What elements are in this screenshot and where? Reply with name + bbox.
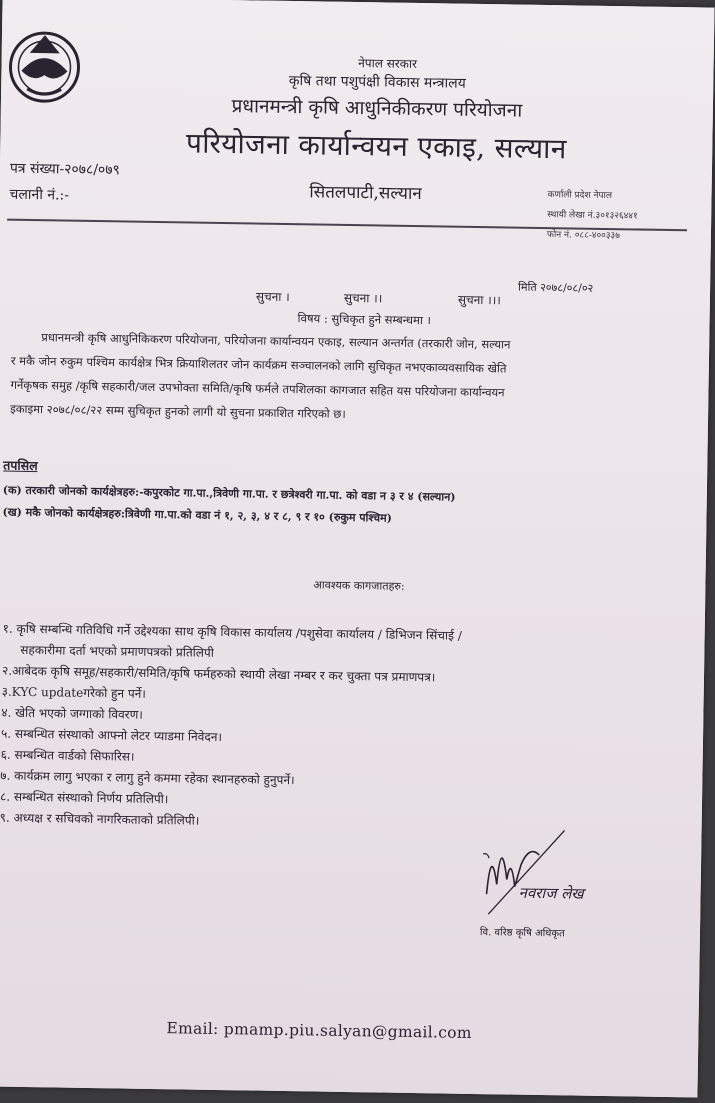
province-line: कर्णाली प्रदेश नेपाल [547, 190, 613, 202]
contact-email[interactable]: Email: pmamp.piu.salyan@gmail.com [166, 1019, 472, 1042]
schedule-item: (ख) मकै जोनको कार्यक्षेत्रहरु:त्रिवेणी गा.पा.को वडा नं १, २, ३, ४ र ८, ९ र १० (रुकुम पश्चिम) [2, 505, 392, 525]
signature-mark [478, 824, 610, 926]
list-item: ३.KYC updateगरेको हुन पर्ने। [1, 684, 147, 701]
list-item: १. कृषि सम्बन्धि गतिविधि गर्ने उद्देश्यका साथ कृषि विकास कार्यालय /पशुसेवा कार्यालय / डिभिजन सिंचाई / [2, 621, 462, 643]
signatory-name: नवराज लेख [518, 883, 584, 903]
office-location: सितलपाटी,सल्यान [309, 182, 422, 205]
list-item: ८. सम्बन्धित संस्थाको निर्णय प्रतिलिपी। [0, 789, 169, 807]
list-item: ५. सम्बन्धित संस्थाको आफ्नो लेटर प्याडमा निवेदन। [0, 726, 223, 745]
subject-line: विषय : सुचिकृत हुने सम्बन्धमा । [297, 311, 432, 328]
documents-title: आवश्यक कागजातहरु: [313, 578, 405, 593]
list-item: ४. खेति भएको जग्गाको विवरण। [1, 705, 143, 722]
pan-line: स्थायी लेखा नं.३०१३२६४४१ [547, 210, 638, 222]
list-item: ६. सम्बन्धित वार्डको सिफारिस। [0, 747, 135, 764]
letter-number: पत्र संख्या-२०७८/०७९ [9, 160, 120, 179]
list-item: सहकारीमा दर्ता भएको प्रमाणपत्रको प्रतिलिपी [20, 642, 215, 660]
schedule-title: तपसिल [3, 457, 38, 474]
documents-list [0, 619, 462, 836]
notice-heading-2: सुचना ।। [343, 290, 383, 306]
letter-date: मिति २०७८/०८/०२ [518, 280, 594, 295]
list-item: २.आबेदक कृषि समूह/सहकारी/समिति/कृषि फर्महरुको स्थायी लेखा नम्बर र कर चुक्ता पत्र प्रमाणपत्र। [1, 663, 436, 685]
dispatch-number: चलानी नं.:- [9, 186, 70, 204]
paragraph-line: प्रधानमन्त्री कृषि आधुनिकिकरण परियोजना, परियोजना कार्यान्वयन एकाइ, सल्यान अन्तर्गत (तरकारी जोन, सल्यान [41, 330, 511, 352]
schedule-item: (क) तरकारी जोनको कार्यक्षेत्रहरु:-कपुरकोट गा.पा.,त्रिवेणी गा.पा. र छत्रेश्वरी गा.पा. को वडा न ३ र ४ (सल्यान) [2, 483, 456, 504]
notice-heading-3: सुचना ।।। [457, 292, 501, 308]
paragraph-line: र मकै जोन रुकुम पश्चिम कार्यक्षेत्र भित्र क्रियाशिलतर जोन कार्यक्रम सञ्चालनको लागि सुचिकृत नभएकाव्यवसायिक खेति [10, 353, 507, 376]
signatory-title: व‍ि. वरिष्ठ कृषि अधिकृत [479, 927, 565, 940]
paragraph-line: गर्नेकृषक समुह /कृषि सहकारी/जल उपभोक्ता समिति/कृषि फर्मले तपशिलका कागजात सहित यस परियोजना कार्यान्वयन [10, 377, 505, 400]
phone-line: फोन नं. ०८८-४००३३७ [546, 230, 621, 242]
notice-heading-1: सुचना । [255, 289, 290, 305]
list-item: ७. कार्यक्रम लागु भएका र लागु हुने कममा रहेका स्थानहरुको हुनुपर्ने। [0, 768, 295, 788]
government-label: नेपाल सरकार [358, 56, 418, 71]
body-paragraph [10, 325, 651, 431]
project-name: प्रधानमन्त्री कृषि आधुनिकीकरण परियोजना [231, 95, 523, 122]
list-item: ९. अध्यक्ष र सचिवको नागरिकताको प्रतिलिपी। [0, 810, 200, 828]
contact-block [547, 185, 638, 246]
ministry-name: कृषि तथा पशुपंक्षी विकास मन्त्रालय [288, 72, 466, 92]
unit-name: परियोजना कार्यान्वयन एकाइ, सल्यान [185, 126, 567, 166]
paragraph-line: इकाइमा २०७८/०८/२२ सम्म सुचिकृत हुनको लागी यो सुचना प्रकाशित गरिएको छ। [10, 401, 346, 421]
